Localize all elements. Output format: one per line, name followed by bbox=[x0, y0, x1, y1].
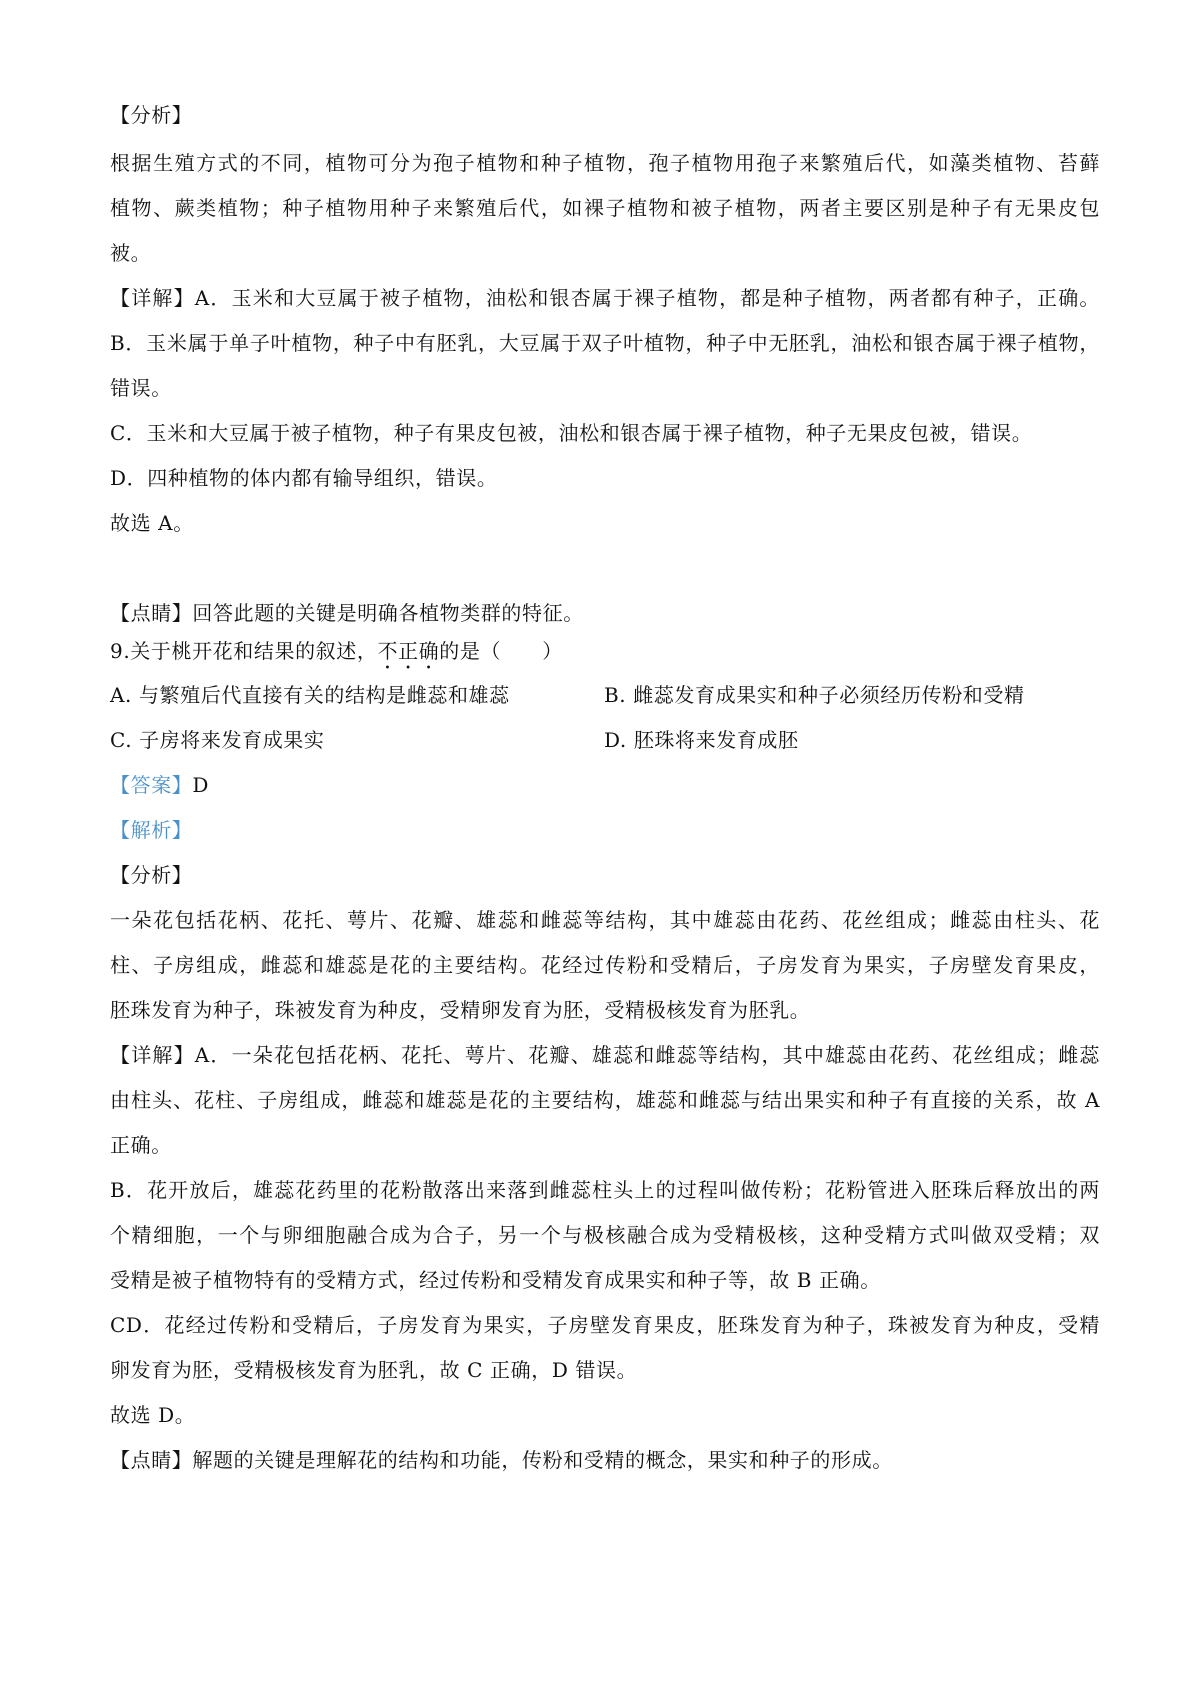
detail-c: C．玉米和大豆属于被子植物，种子有果皮包被，油松和银杏属于裸子植物，种子无果皮包被，错误。 bbox=[110, 421, 1033, 445]
q9-detail-b-line-3: 受精是被子植物特有的受精方式，经过传粉和受精发育成果实和种子等，故 B 正确。 bbox=[110, 1268, 881, 1292]
detail-b-line-1: B．玉米属于单子叶植物，种子中有胚乳，大豆属于双子叶植物，种子中无胚乳，油松和银杏属于裸子植物， bbox=[110, 331, 1100, 355]
answer-label: 【答案】 bbox=[110, 773, 193, 797]
question-9-emphasis: 不正确 bbox=[377, 639, 440, 663]
q9-analysis-line-3: 胚珠发育为种子，珠被发育为种皮，受精卵发育为胚，受精极核发育为胚乳。 bbox=[110, 998, 811, 1022]
analysis-line-1: 根据生殖方式的不同，植物可分为孢子植物和种子植物，孢子植物用孢子来繁殖后代，如藻类植物、苔藓 bbox=[110, 151, 1100, 175]
analysis-heading: 【分析】 bbox=[110, 103, 193, 127]
detail-a: 【详解】A．玉米和大豆属于被子植物，油松和银杏属于裸子植物，都是种子植物，两者都有种子，正确。 bbox=[110, 286, 1100, 310]
q9-detail-a-line-3: 正确。 bbox=[110, 1133, 172, 1157]
detail-b-line-2: 错误。 bbox=[110, 376, 172, 400]
q9-detail-a-line-1: 【详解】A．一朵花包括花柄、花托、萼片、花瓣、雄蕊和雌蕊等结构，其中雄蕊由花药、花丝组成；雌蕊 bbox=[110, 1043, 1100, 1067]
q9-analysis-heading: 【分析】 bbox=[110, 863, 193, 887]
option-b: B. 雌蕊发育成果实和种子必须经历传粉和受精 bbox=[604, 683, 1025, 707]
parse-label: 【解析】 bbox=[110, 818, 193, 842]
q9-detail-a-line-2: 由柱头、花柱、子房组成，雌蕊和雄蕊是花的主要结构，雄蕊和雌蕊与结出果实和种子有直接的关系，故 A bbox=[110, 1088, 1100, 1112]
question-9-prefix: 9.关于桃开花和结果的叙述， bbox=[110, 639, 378, 663]
choose-answer: 故选 A。 bbox=[110, 511, 194, 535]
option-c: C. 子房将来发育成果实 bbox=[110, 728, 325, 752]
q9-detail-cd-line-1: CD．花经过传粉和受精后，子房发育为果实，子房壁发育果皮，胚珠发育为种子，珠被发育为种皮，受精 bbox=[110, 1313, 1100, 1337]
q9-detail-cd-line-2: 卵发育为胚，受精极核发育为胚乳，故 C 正确，D 错误。 bbox=[110, 1358, 638, 1382]
q9-detail-b-line-2: 个精细胞，一个与卵细胞融合成为合子，另一个与极核融合成为受精极核，这种受精方式叫做双受精；双 bbox=[110, 1223, 1100, 1247]
q9-comment: 【点睛】解题的关键是理解花的结构和功能，传粉和受精的概念，果实和种子的形成。 bbox=[110, 1448, 893, 1472]
q9-analysis-line-1: 一朵花包括花柄、花托、萼片、花瓣、雄蕊和雌蕊等结构，其中雄蕊由花药、花丝组成；雌蕊由柱头、花 bbox=[110, 908, 1100, 932]
question-9-stem bbox=[110, 636, 1100, 674]
q9-analysis-line-2: 柱、子房组成，雌蕊和雄蕊是花的主要结构。花经过传粉和受精后，子房发育为果实，子房壁发育果皮， bbox=[110, 953, 1100, 977]
comment: 【点睛】回答此题的关键是明确各植物类群的特征。 bbox=[110, 601, 584, 625]
answer-value: D bbox=[192, 773, 210, 797]
question-9-suffix: 的是（ ） bbox=[439, 639, 563, 663]
analysis-line-2: 植物、蕨类植物；种子植物用种子来繁殖后代，如裸子植物和被子植物，两者主要区别是种子有无果皮包 bbox=[110, 196, 1100, 220]
option-a: A. 与繁殖后代直接有关的结构是雌蕊和雄蕊 bbox=[110, 683, 510, 707]
option-d: D. 胚珠将来发育成胚 bbox=[604, 728, 799, 752]
detail-d: D．四种植物的体内都有输导组织，错误。 bbox=[110, 466, 498, 490]
answer-row bbox=[110, 770, 1100, 800]
q9-detail-b-line-1: B．花开放后，雄蕊花药里的花粉散落出来落到雌蕊柱头上的过程叫做传粉；花粉管进入胚珠后释放出的两 bbox=[110, 1178, 1100, 1202]
analysis-line-3: 被。 bbox=[110, 241, 152, 265]
q9-choose-answer: 故选 D。 bbox=[110, 1403, 196, 1427]
